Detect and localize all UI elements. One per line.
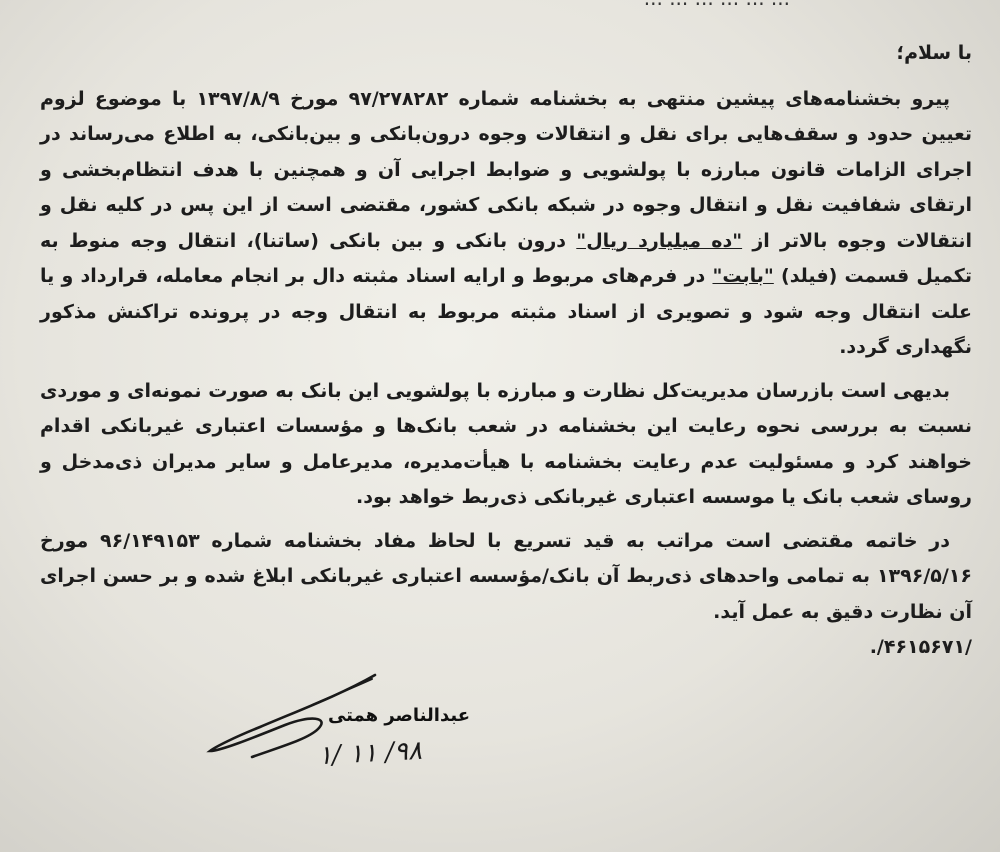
paragraph-1: [40, 82, 972, 366]
paragraph-1-part-a: پیرو بخشنامه‌های پیشین منتهی به بخشنامه شماره ۹۷/۲۷۸۲۸۲ مورخ ۱۳۹۷/۸/۹ با موضوع لزوم تعیین حدود و سقف‌هایی برای نقل و انتقالات وجوه درون‌بانکی و بین‌بانکی، به اطلاع می‌رساند در اجرای الزامات قانون مبارزه با پولشویی و ضوابط اجرایی آن و همچنین با هدف انتظام‌بخشی و ارتقای شفافیت نقل و انتقال وجوه در شبکه بانکی کشور، مقتضی است از این پس در کلیه نقل و انتقالات وجوه بالاتر از: [40, 87, 972, 252]
cropped-top-text: [230, 0, 790, 12]
paragraph-2: بدیهی است بازرسان مدیریت‌کل نظارت و مبارزه با پولشویی این بانک به صورت نمونه‌ای و موردی نسبت به بررسی نحوه رعایت این بخشنامه در شعب بانک‌ها و مؤسسات اعتباری غیربانکی اقدام خواهند کرد و مسئولیت عدم رعایت بخشنامه با هیأت‌مدیره، مدیرعامل و سایر مدیران ذی‌مدخل و روسای شعب بانک یا موسسه اعتباری غیربانکی ذی‌ربط خواهد بود.: [40, 379, 972, 508]
signatory-name: عبدالناصر همتی: [327, 705, 470, 726]
reference-number: /۴۶۱۵۶۷۱/.: [869, 636, 972, 658]
handwritten-date: ۹۸/ ۱۱ /۱: [317, 735, 423, 772]
greeting: با سلام؛: [896, 42, 972, 64]
letter-body: [40, 36, 972, 666]
paragraph-1-part-b: درون بانکی و بین بانکی (ساتنا)، انتقال وجه منوط به تکمیل قسمت (فیلد): [40, 229, 972, 287]
highlight-amount: "ده میلیارد ریال": [576, 229, 743, 252]
paragraph-1-part-c: در فرم‌های مربوط و ارایه اسناد مثبته دال بر انجام معامله، قرارداد و یا علت انتقال وجه شود و تصویری از اسناد مثبته مربوط به انتقال وجه در پرونده تراکنش مذکور نگهداری گردد.: [40, 265, 972, 358]
paragraph-3: در خاتمه مقتضی است مراتب به قید تسریع با لحاظ مفاد بخشنامه شماره ۹۶/۱۴۹۱۵۳ مورخ ۱۳۹۶/۵/۱۶ به تمامی واحدهای ذی‌ربط آن بانک/مؤسسه اعتباری غیربانکی ابلاغ شده و بر حسن اجرای آن نظارت دقیق به عمل آید.: [40, 529, 972, 623]
highlight-field: "بابت": [712, 265, 774, 287]
